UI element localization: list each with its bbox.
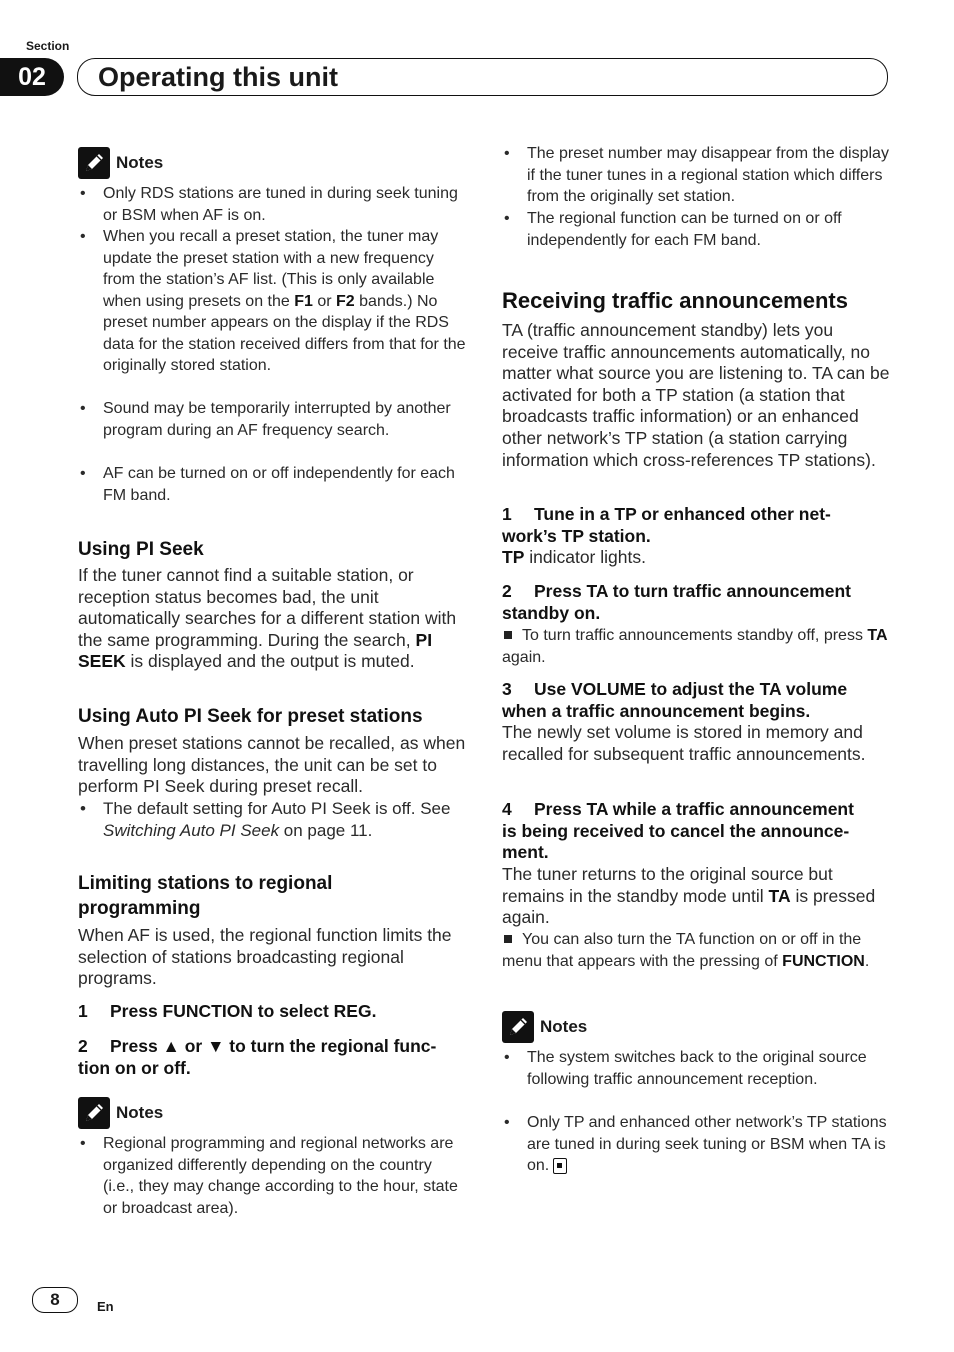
notes-header (78, 147, 466, 179)
list-item: • The preset number may disappear from the display if the tuner tunes in a regional station which differs from the originally set station. (502, 143, 890, 208)
notes-label: Notes (116, 153, 164, 172)
pencil-note-icon (78, 1097, 110, 1129)
language-label: En (97, 1299, 114, 1314)
list-item: • Only TP and enhanced other network’s TP stations are tuned in during seek tuning or BSM when TA is on. (502, 1112, 890, 1177)
step: 1 Tune in a TP or enhanced other net- work’s TP station. (502, 504, 831, 546)
square-bullet-icon (504, 935, 512, 943)
section-heading: Limiting stations to regional programming (78, 873, 333, 919)
section-heading: Receiving traffic announcements (502, 288, 848, 313)
step: 2 Press TA to turn traffic announcement standby on. (502, 581, 851, 623)
list-item: • Only RDS stations are tuned in during seek tuning or BSM when AF is on. (78, 183, 466, 226)
section-label: Section (26, 39, 70, 53)
list-item: • When you recall a preset station, the tuner may update the preset station with a new frequency from the station’s AF list. (This is only available when using presets on the F1 or F2 bands.) No preset number appears on the display if the RDS data for the station received differs from that for the originally stored station. (78, 226, 466, 377)
section-heading: Using Auto PI Seek for preset stations (78, 706, 423, 727)
list-item: • The regional function can be turned on or off independently for each FM band. (502, 208, 890, 251)
square-bullet-icon (504, 631, 512, 639)
paragraph: When preset stations cannot be recalled, as when travelling long distances, the unit can be set to perform PI Seek during preset recall. (78, 733, 466, 797)
step-note: To turn traffic announcements standby off, press TA again. (502, 627, 888, 666)
notes-header (502, 1011, 890, 1043)
paragraph: When AF is used, the regional function limits the selection of stations broadcasting regional programs. (78, 925, 452, 989)
paragraph: TP indicator lights. (502, 547, 646, 567)
pencil-note-icon (78, 147, 110, 179)
paragraph: If the tuner cannot find a suitable station, or reception status becomes bad, the unit automatically searches for a different station with the same programming. During the search, PI SEEK is displayed and the output is muted. (78, 565, 457, 672)
list-item: • Regional programming and regional networks are organized differently depending on the country (i.e., they may change according to the hour, state or broadcast area). (78, 1133, 466, 1219)
step: 1 Press FUNCTION to select REG. (78, 1001, 377, 1021)
step: 2 Press ▲ or ▼ to turn the regional func- tion on or off. (78, 1036, 437, 1078)
end-mark-icon (553, 1158, 567, 1174)
paragraph: The newly set volume is stored in memory and recalled for subsequent traffic announcements. (502, 722, 866, 764)
list-item: • AF can be turned on or off independently for each FM band. (78, 463, 466, 506)
step: 3 Use VOLUME to adjust the TA volume when a traffic announcement begins. (502, 679, 848, 721)
list-item: • The system switches back to the original source following traffic announcement reception. (502, 1047, 890, 1090)
paragraph: TA (traffic announcement standby) lets you receive traffic announcements automatically, no matter what source you are listening to. TA can be activated for both a TP station (a station that broadcasts traffic information) or an enhanced other network’s TP station (a station carrying information which cross-references TP stations). (502, 320, 890, 470)
list-item: • The default setting for Auto PI Seek is off. See Switching Auto PI Seek on page 11. (78, 798, 466, 841)
paragraph: The tuner returns to the original source but remains in the standby mode until TA is pressed again. (502, 864, 876, 928)
notes-label: Notes (116, 1103, 164, 1122)
page-number: 8 (32, 1287, 78, 1313)
step: 4 Press TA while a traffic announcement is being received to cancel the announce- ment. (502, 799, 854, 863)
notes-header (78, 1097, 466, 1129)
section-number: 02 (0, 58, 64, 96)
chapter-title-box (77, 58, 888, 96)
list-item: • Sound may be temporarily interrupted by another program during an AF frequency search. (78, 398, 466, 441)
pencil-note-icon (502, 1011, 534, 1043)
notes-label: Notes (540, 1017, 588, 1036)
step-note: You can also turn the TA function on or off in the menu that appears with the pressing of FUNCTION. (502, 931, 870, 970)
chapter-title: Operating this unit (98, 62, 338, 92)
section-heading: Using PI Seek (78, 539, 204, 560)
